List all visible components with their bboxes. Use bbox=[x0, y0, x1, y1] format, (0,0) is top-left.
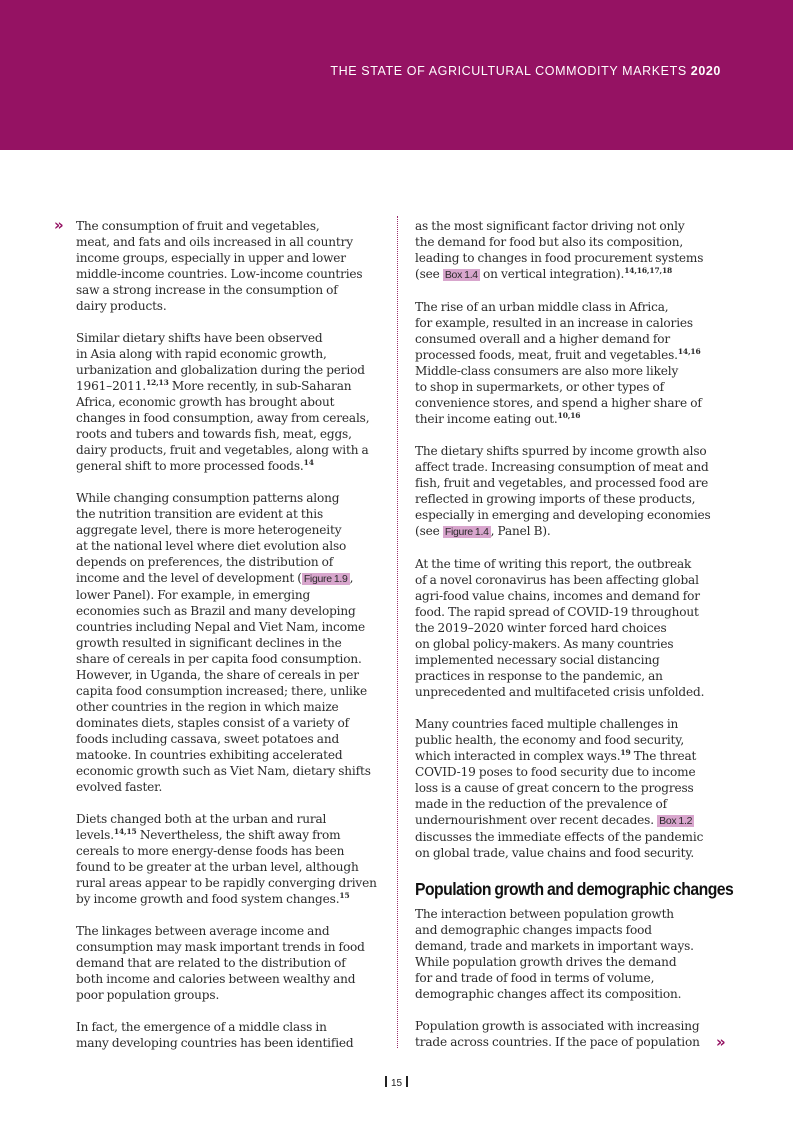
text-line bbox=[415, 1018, 713, 1034]
text-line bbox=[415, 636, 713, 652]
text-line bbox=[76, 538, 380, 554]
text-run: evolved faster. bbox=[76, 780, 163, 794]
text-line bbox=[415, 604, 713, 620]
continued-from-previous-marker: » bbox=[54, 216, 64, 234]
text-run: However, in Uganda, the share of cereals in per bbox=[76, 668, 359, 682]
text-run: for and trade of food in terms of volume, bbox=[415, 971, 655, 985]
text-line bbox=[76, 490, 380, 506]
text-line bbox=[76, 282, 380, 298]
text-run: 1961–2011. bbox=[76, 379, 146, 393]
text-run: roots and tubers and towards fish, meat, eggs, bbox=[76, 427, 352, 441]
text-line bbox=[76, 330, 380, 346]
page-number-left-bar bbox=[385, 1076, 387, 1087]
reference-superscript: 14,16 bbox=[677, 346, 701, 356]
text-line bbox=[76, 394, 380, 410]
text-run: matooke. In countries exhibiting accelerated bbox=[76, 748, 343, 762]
text-run: foods including cassava, sweet potatoes and bbox=[76, 732, 340, 746]
column-divider bbox=[397, 216, 398, 1048]
text-line bbox=[76, 570, 380, 587]
text-run: to shop in supermarkets, or other types of bbox=[415, 380, 664, 394]
text-line bbox=[415, 780, 713, 796]
text-run: general shift to more processed foods. bbox=[76, 459, 304, 473]
text-run: and demographic changes impacts food bbox=[415, 923, 652, 937]
text-line bbox=[76, 442, 380, 458]
paragraph bbox=[415, 716, 713, 861]
text-run: saw a strong increase in the consumption of bbox=[76, 283, 338, 297]
text-run: public health, the economy and food security, bbox=[415, 733, 685, 747]
text-run: as the most significant factor driving not only bbox=[415, 219, 685, 233]
text-run: , Panel B). bbox=[490, 524, 551, 538]
paragraph bbox=[76, 330, 380, 474]
text-run: urbanization and globalization during the period bbox=[76, 363, 365, 377]
text-run: depends on preferences, the distribution of bbox=[76, 555, 334, 569]
text-run: the demand for food but also its composition, bbox=[415, 235, 684, 249]
text-line bbox=[415, 970, 713, 986]
text-line bbox=[76, 1019, 380, 1035]
text-run: The rise of an urban middle class in Africa, bbox=[415, 300, 669, 314]
text-run: countries including Nepal and Viet Nam, income bbox=[76, 620, 366, 634]
text-run: Nevertheless, the shift away from bbox=[136, 828, 341, 842]
text-run: , bbox=[349, 571, 354, 585]
text-run: practices in response to the pandemic, an bbox=[415, 669, 663, 683]
text-run: COVID-19 poses to food security due to income bbox=[415, 765, 696, 779]
text-line bbox=[415, 938, 713, 954]
text-run: In fact, the emergence of a middle class in bbox=[76, 1020, 327, 1034]
text-run: meat, and fats and oils increased in all country bbox=[76, 235, 353, 249]
text-run: income groups, especially in upper and lower bbox=[76, 251, 346, 265]
text-run: dairy products, fruit and vegetables, along with a bbox=[76, 443, 369, 457]
text-run: Many countries faced multiple challenges in bbox=[415, 717, 679, 731]
text-run: the nutrition transition are evident at this bbox=[76, 507, 324, 521]
text-line bbox=[76, 522, 380, 538]
text-line bbox=[76, 651, 380, 667]
text-line bbox=[76, 683, 380, 699]
text-line bbox=[415, 395, 713, 411]
text-run: poor population groups. bbox=[76, 988, 220, 1002]
text-run: affect trade. Increasing consumption of meat and bbox=[415, 460, 709, 474]
text-run: many developing countries has been identified bbox=[76, 1036, 354, 1050]
text-line bbox=[76, 747, 380, 763]
text-line bbox=[415, 764, 713, 780]
text-run: on global policy-makers. As many countries bbox=[415, 637, 674, 651]
text-run: (see bbox=[415, 267, 443, 281]
text-line bbox=[415, 906, 713, 922]
text-line bbox=[76, 955, 380, 971]
text-line bbox=[76, 891, 380, 907]
text-run: loss is a cause of great concern to the progress bbox=[415, 781, 694, 795]
text-run: cereals to more energy-dense foods has been bbox=[76, 844, 345, 858]
page-footer bbox=[0, 1076, 793, 1089]
cross-reference-link[interactable]: Box 1.4 bbox=[444, 269, 478, 281]
text-line bbox=[415, 331, 713, 347]
paragraph bbox=[415, 443, 713, 540]
text-run: The interaction between population growth bbox=[415, 907, 674, 921]
text-run: implemented necessary social distancing bbox=[415, 653, 660, 667]
text-run: While changing consumption patterns along bbox=[76, 491, 340, 505]
paragraph bbox=[415, 218, 713, 283]
text-line bbox=[76, 1035, 380, 1051]
text-line bbox=[415, 234, 713, 250]
reference-superscript: 14,15 bbox=[113, 826, 137, 836]
text-line bbox=[415, 347, 713, 363]
text-run: More recently, in sub-Saharan bbox=[168, 379, 352, 393]
text-run: rural areas appear to be rapidly converging driven bbox=[76, 876, 377, 890]
text-line bbox=[76, 554, 380, 570]
text-line bbox=[76, 458, 380, 474]
text-line bbox=[415, 748, 713, 764]
text-line bbox=[415, 652, 713, 668]
text-run: Similar dietary shifts have been observed bbox=[76, 331, 323, 345]
left-text-column bbox=[76, 218, 380, 1067]
text-line bbox=[76, 779, 380, 795]
text-run: Diets changed both at the urban and rural bbox=[76, 812, 327, 826]
report-title bbox=[330, 64, 721, 78]
text-run: food. The rapid spread of COVID-19 throughout bbox=[415, 605, 699, 619]
text-line bbox=[415, 1034, 713, 1050]
text-run: levels. bbox=[76, 828, 114, 842]
paragraph bbox=[76, 218, 380, 314]
text-run: made in the reduction of the prevalence of bbox=[415, 797, 667, 811]
text-line bbox=[76, 667, 380, 683]
text-run: middle-income countries. Low-income countries bbox=[76, 267, 363, 281]
text-line bbox=[76, 234, 380, 250]
text-line bbox=[415, 845, 713, 861]
text-run: at the national level where diet evolution also bbox=[76, 539, 347, 553]
text-line bbox=[76, 987, 380, 1003]
text-run: The dietary shifts spurred by income growth also bbox=[415, 444, 707, 458]
paragraph bbox=[415, 299, 713, 427]
text-line bbox=[415, 922, 713, 938]
text-line bbox=[415, 556, 713, 572]
text-line bbox=[415, 986, 713, 1002]
text-run: aggregate level, there is more heterogeneity bbox=[76, 523, 342, 537]
text-run: undernourishment over recent decades. bbox=[415, 813, 658, 827]
text-run: processed foods, meat, fruit and vegetables. bbox=[415, 348, 678, 362]
paragraph bbox=[76, 811, 380, 907]
text-run: dominates diets, staples consist of a variety of bbox=[76, 716, 349, 730]
text-line bbox=[76, 731, 380, 747]
text-line bbox=[415, 684, 713, 700]
text-line bbox=[415, 620, 713, 636]
text-line bbox=[415, 299, 713, 315]
text-run: lower Panel). For example, in emerging bbox=[76, 588, 311, 602]
report-title-text: THE STATE OF AGRICULTURAL COMMODITY MARKETS bbox=[330, 64, 687, 78]
text-line bbox=[415, 732, 713, 748]
text-run: in Asia along with rapid economic growth, bbox=[76, 347, 327, 361]
text-run: especially in emerging and developing economies bbox=[415, 508, 711, 522]
text-line bbox=[76, 298, 380, 314]
text-line bbox=[415, 411, 713, 427]
text-line bbox=[76, 715, 380, 731]
text-run: Population growth is associated with increasing bbox=[415, 1019, 700, 1033]
text-line bbox=[415, 475, 713, 491]
text-line bbox=[76, 266, 380, 282]
text-run: which interacted in complex ways. bbox=[415, 749, 621, 763]
text-run: economies such as Brazil and many developing bbox=[76, 604, 356, 618]
reference-superscript: 14 bbox=[303, 457, 314, 467]
page-number-right-bar bbox=[406, 1076, 408, 1087]
text-run: consumption may mask important trends in food bbox=[76, 940, 365, 954]
text-run: both income and calories between wealthy and bbox=[76, 972, 356, 986]
text-line bbox=[415, 443, 713, 459]
paragraph bbox=[76, 1019, 380, 1051]
text-run: The threat bbox=[630, 749, 697, 763]
text-line bbox=[415, 218, 713, 234]
reference-superscript: 15 bbox=[339, 890, 350, 900]
text-line bbox=[76, 218, 380, 234]
text-run: At the time of writing this report, the outbreak bbox=[415, 557, 692, 571]
text-line bbox=[76, 811, 380, 827]
right-column-body bbox=[415, 218, 713, 861]
reference-superscript: 12,13 bbox=[145, 377, 169, 387]
section-heading: Population growth and demographic changes bbox=[415, 879, 734, 899]
text-line bbox=[415, 668, 713, 684]
text-run: demographic changes affect its composition. bbox=[415, 987, 682, 1001]
reference-superscript: 10,16 bbox=[557, 410, 581, 420]
text-line bbox=[76, 362, 380, 378]
text-line bbox=[415, 507, 713, 523]
text-line bbox=[415, 379, 713, 395]
text-line bbox=[415, 523, 713, 540]
reference-superscript: 14,16,17,18 bbox=[624, 265, 673, 275]
text-run: (see bbox=[415, 524, 443, 538]
text-run: their income eating out. bbox=[415, 412, 558, 426]
cross-reference-link[interactable]: Figure 1.4 bbox=[444, 526, 489, 538]
cross-reference-link[interactable]: Box 1.2 bbox=[659, 815, 693, 827]
text-line bbox=[415, 829, 713, 845]
page-number: 15 bbox=[390, 1078, 403, 1089]
text-line bbox=[76, 699, 380, 715]
text-run: changes in food consumption, away from cereals, bbox=[76, 411, 370, 425]
text-line bbox=[76, 410, 380, 426]
reference-superscript: 19 bbox=[620, 747, 631, 757]
text-line bbox=[76, 506, 380, 522]
text-run: The linkages between average income and bbox=[76, 924, 330, 938]
text-run: unprecedented and multifaceted crisis unfolded. bbox=[415, 685, 705, 699]
text-line bbox=[415, 459, 713, 475]
report-year: 2020 bbox=[690, 64, 721, 78]
text-run: on vertical integration). bbox=[479, 267, 625, 281]
paragraph bbox=[415, 556, 713, 700]
text-line bbox=[76, 859, 380, 875]
text-line bbox=[76, 587, 380, 603]
text-run: for example, resulted in an increase in calories bbox=[415, 316, 693, 330]
text-line bbox=[415, 716, 713, 732]
text-run: trade across countries. If the pace of population bbox=[415, 1035, 700, 1049]
text-run: The consumption of fruit and vegetables, bbox=[76, 219, 320, 233]
text-line bbox=[76, 875, 380, 891]
text-run: Africa, economic growth has brought about bbox=[76, 395, 335, 409]
text-run: capita food consumption increased; there, unlike bbox=[76, 684, 367, 698]
text-run: consumed overall and a higher demand for bbox=[415, 332, 670, 346]
text-run: other countries in the region in which maize bbox=[76, 700, 339, 714]
text-run: on global trade, value chains and food security. bbox=[415, 846, 695, 860]
text-line bbox=[76, 635, 380, 651]
text-line bbox=[415, 491, 713, 507]
text-line bbox=[415, 588, 713, 604]
text-line bbox=[415, 250, 713, 266]
text-line bbox=[415, 796, 713, 812]
text-line bbox=[76, 346, 380, 362]
paragraph bbox=[415, 906, 713, 1002]
text-line bbox=[76, 378, 380, 394]
text-run: the 2019–2020 winter forced hard choices bbox=[415, 621, 667, 635]
text-line bbox=[76, 923, 380, 939]
text-line bbox=[76, 603, 380, 619]
continues-on-next-page-marker: » bbox=[716, 1033, 726, 1051]
text-line bbox=[76, 619, 380, 635]
text-run: income and the level of development ( bbox=[76, 571, 302, 585]
text-run: found to be greater at the urban level, although bbox=[76, 860, 359, 874]
text-run: demand that are related to the distribution of bbox=[76, 956, 346, 970]
text-run: of a novel coronavirus has been affecting global bbox=[415, 573, 699, 587]
text-run: fish, fruit and vegetables, and processed food are bbox=[415, 476, 709, 490]
text-line bbox=[415, 954, 713, 970]
text-line bbox=[76, 426, 380, 442]
header-banner bbox=[0, 0, 793, 150]
text-line bbox=[415, 812, 713, 829]
text-run: growth resulted in significant declines in the bbox=[76, 636, 342, 650]
text-line bbox=[76, 250, 380, 266]
text-run: While population growth drives the demand bbox=[415, 955, 677, 969]
text-line bbox=[76, 939, 380, 955]
text-line bbox=[76, 763, 380, 779]
text-line bbox=[76, 827, 380, 843]
text-run: dairy products. bbox=[76, 299, 167, 313]
text-run: convenience stores, and spend a higher share of bbox=[415, 396, 702, 410]
text-line bbox=[76, 843, 380, 859]
text-line bbox=[415, 315, 713, 331]
paragraph bbox=[415, 1018, 713, 1050]
text-run: by income growth and food system changes. bbox=[76, 892, 340, 906]
text-line bbox=[415, 363, 713, 379]
text-run: economic growth such as Viet Nam, dietary shifts bbox=[76, 764, 371, 778]
text-run: leading to changes in food procurement systems bbox=[415, 251, 704, 265]
text-run: Middle-class consumers are also more likely bbox=[415, 364, 679, 378]
right-text-column bbox=[415, 218, 734, 1066]
section-body bbox=[415, 906, 713, 1050]
text-run: agri-food value chains, incomes and demand for bbox=[415, 589, 700, 603]
paragraph bbox=[76, 490, 380, 795]
text-line bbox=[76, 971, 380, 987]
text-run: share of cereals in per capita food consumption. bbox=[76, 652, 362, 666]
text-line bbox=[415, 572, 713, 588]
cross-reference-link[interactable]: Figure 1.9 bbox=[303, 573, 348, 585]
text-run: discusses the immediate effects of the pandemic bbox=[415, 830, 704, 844]
text-run: demand, trade and markets in important ways. bbox=[415, 939, 694, 953]
paragraph bbox=[76, 923, 380, 1003]
text-line bbox=[415, 266, 713, 283]
text-run: reflected in growing imports of these products, bbox=[415, 492, 696, 506]
